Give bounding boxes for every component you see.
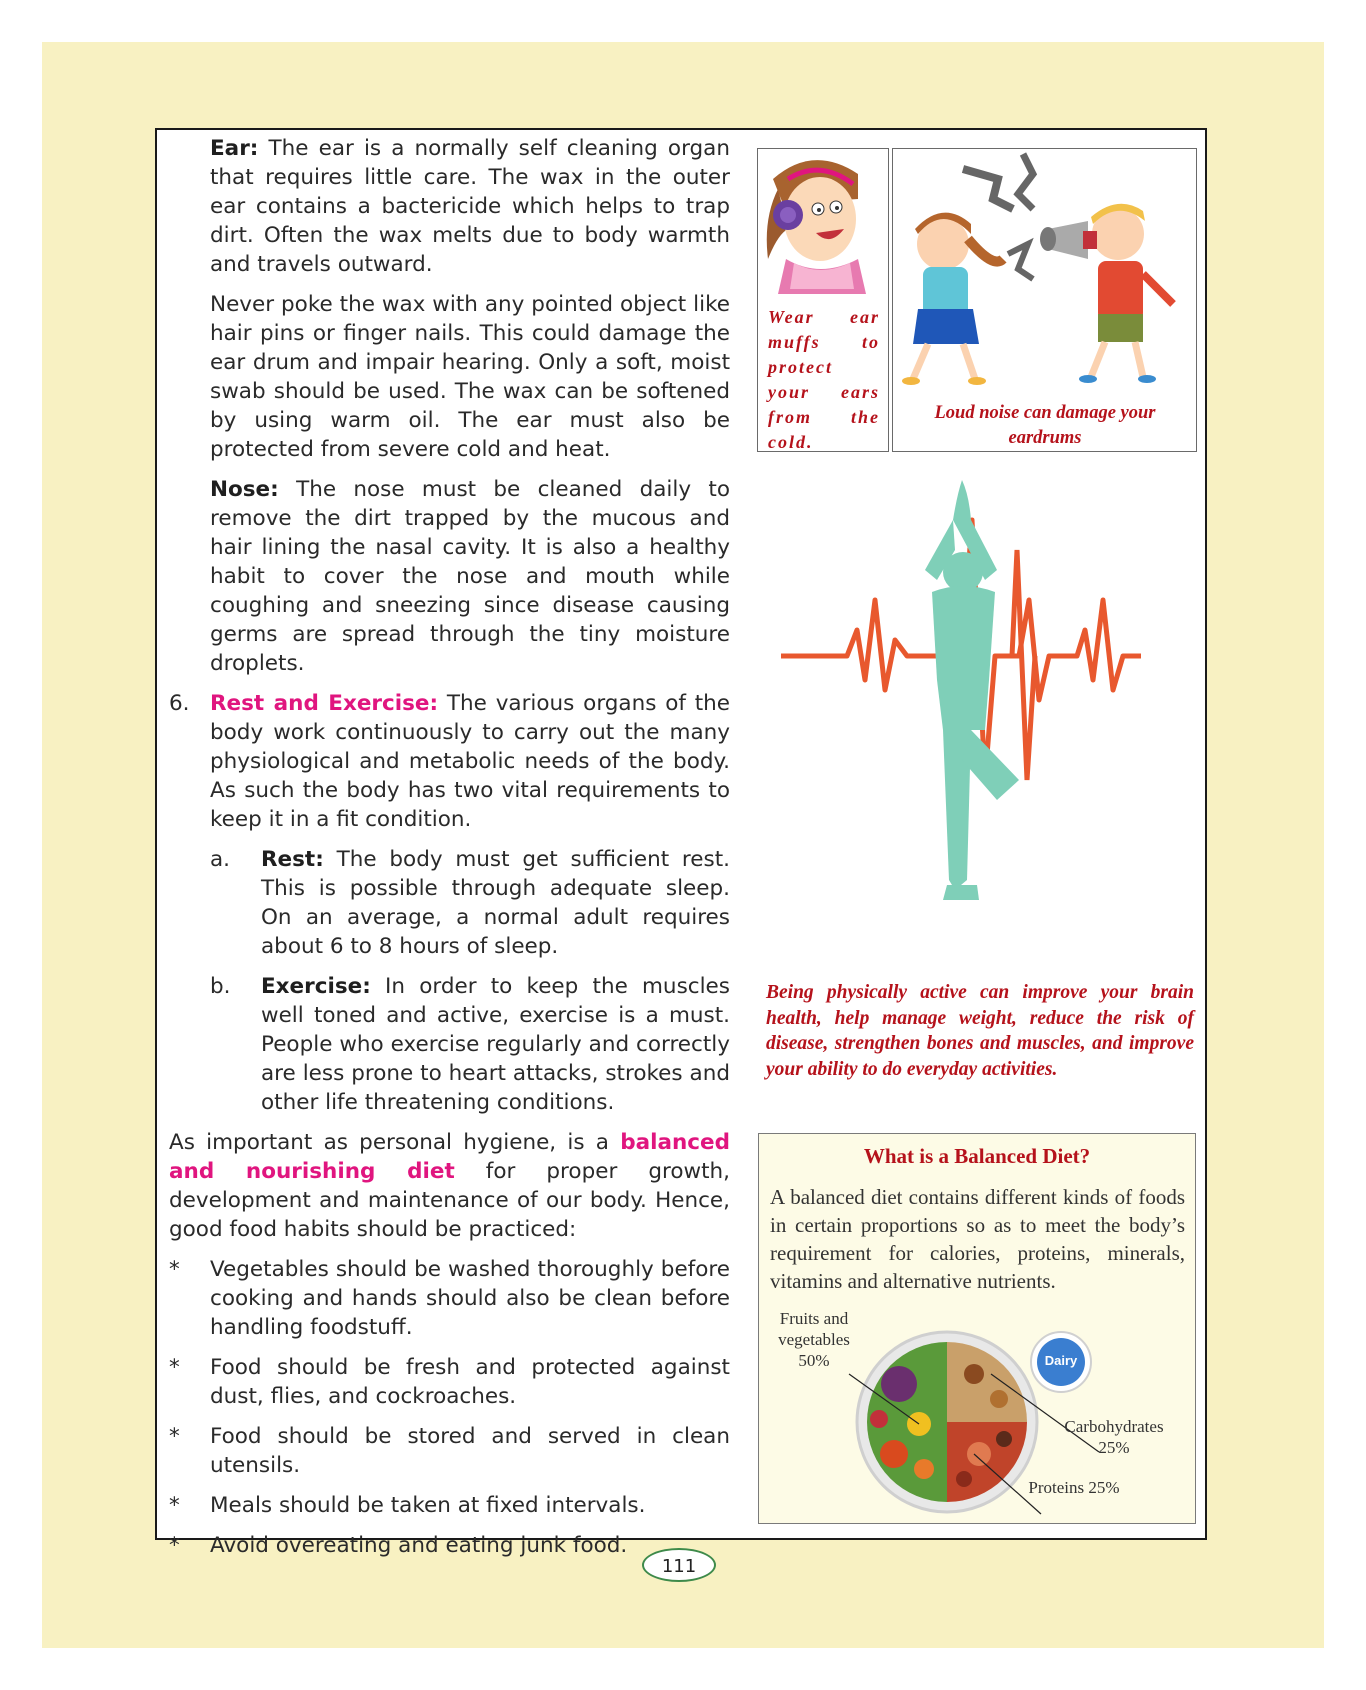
list-item xyxy=(169,1422,730,1480)
list-marker: b. xyxy=(210,974,231,999)
balanced-diet-text: A balanced diet contains different kinds of foods in certain proportions so as to meet the body’s requirement for calories, proteins, minerals, vitamins and alternative nutrients. xyxy=(770,1185,1185,1293)
bullet-text: Food should be fresh and protected against dust, flies, and cockroaches. xyxy=(210,1355,730,1409)
proteins-label: Proteins 25% xyxy=(1028,1478,1120,1497)
rest-term: Rest: xyxy=(261,847,324,872)
rest-exercise-item xyxy=(169,689,730,834)
rest-exercise-heading: Rest and Exercise: xyxy=(210,691,439,716)
bullet-marker: * xyxy=(169,1355,180,1380)
yoga-heartbeat-illustration xyxy=(757,480,1197,940)
girl-earmuffs-illustration xyxy=(758,149,888,299)
activity-caption: Being physically active can improve your brain health, help manage weight, reduce the risk of disease, strengthen bones and muscles, and improve your ability to do everyday activities. xyxy=(766,982,1194,1080)
carbs-label-line: 25% xyxy=(1098,1438,1130,1457)
list-item xyxy=(169,1255,730,1342)
left-column xyxy=(169,134,730,1571)
heartbeat-spike xyxy=(1012,550,1035,780)
list-number: 6. xyxy=(169,691,190,716)
content-frame xyxy=(155,128,1207,1558)
list-marker: a. xyxy=(210,847,231,872)
bullet-text: Vegetables should be washed thoroughly before cooking and hands should also be clean before handling foodstuff. xyxy=(210,1257,730,1340)
rest-exercise-text: The various organs of the body work continuously to carry out the many physiological and metabolic needs of the body. As such the body has two vital requirements to keep it in a fit condition. xyxy=(210,691,731,832)
bullet-text: Avoid overeating and eating junk food. xyxy=(210,1533,628,1558)
ear-paragraph xyxy=(169,134,730,279)
bullet-marker: * xyxy=(169,1493,180,1518)
nose-text: The nose must be cleaned daily to remove the dirt trapped by the mucous and hair lining the nasal cavity. It is also a healthy habit to cover the nose and mouth while coughing and sneezing since disease causing germs are spread through the tiny moisture droplets. xyxy=(210,477,730,676)
exercise-item xyxy=(169,972,730,1117)
nose-term: Nose: xyxy=(210,477,279,502)
nose-paragraph xyxy=(169,475,730,678)
carbs-label-line: Carbohydrates xyxy=(1064,1417,1164,1436)
fruits-label-line: Fruits and xyxy=(779,1309,849,1328)
loud-noise-figure xyxy=(892,148,1197,452)
balanced-diet-title: What is a Balanced Diet? xyxy=(863,1144,1091,1168)
bullet-marker: * xyxy=(169,1533,180,1558)
ear-text: The ear is a normally self cleaning organ that requires little care. The wax in the outer ear contains a bactericide which helps to trap dirt. Often the wax melts due to body warmth and travels outward. xyxy=(210,136,730,277)
rest-text: The body must get sufficient rest. This is possible through adequate sleep. On an average, a normal adult requires about 6 to 8 hours of sleep. xyxy=(261,847,730,959)
fruits-label-line: vegetables xyxy=(778,1330,850,1349)
loud-noise-illustration xyxy=(893,149,1193,394)
ear-wax-paragraph: Never poke the wax with any pointed object like hair pins or finger nails. This could damage the ear drum and impair hearing. Only a soft, moist swab should be used. The wax can be softened by using warm oil. The ear must also be protected from severe cold and heat. xyxy=(210,292,730,462)
ear-muffs-figure xyxy=(757,148,889,452)
diet-intro-after: for proper growth, development and maintenance of our body. Hence, good food habits should be practiced: xyxy=(169,1159,730,1242)
list-item xyxy=(169,1491,730,1520)
rest-item xyxy=(169,845,730,961)
ear-term: Ear: xyxy=(210,136,259,161)
page-number: 111 xyxy=(642,1548,716,1582)
bullet-text: Meals should be taken at fixed intervals. xyxy=(210,1493,646,1518)
carbs-label xyxy=(1039,1416,1189,1458)
balanced-diet-box xyxy=(758,1133,1196,1524)
ear-muffs-caption: Wear ear muffs to protect your ears from the cold. xyxy=(768,307,880,452)
fruits-label-line: 50% xyxy=(798,1351,830,1370)
diet-intro-paragraph xyxy=(169,1128,730,1244)
loud-noise-caption: Loud noise can damage your eardrums xyxy=(934,403,1156,448)
diet-intro-before: As important as personal hygiene, is a xyxy=(169,1130,609,1155)
exercise-term: Exercise: xyxy=(261,974,371,999)
bullet-marker: * xyxy=(169,1424,180,1449)
dairy-label: Dairy xyxy=(1044,1353,1078,1368)
yoga-figure xyxy=(925,480,1019,900)
diet-highlight: balanced and nourishing diet xyxy=(169,1130,730,1184)
exercise-text: In order to keep the muscles well toned and active, exercise is a must. People who exercise regularly and correctly are less prone to heart attacks, strokes and other life threatening conditions. xyxy=(261,974,730,1115)
bullet-marker: * xyxy=(169,1257,180,1282)
list-item xyxy=(169,1353,730,1411)
bullet-text: Food should be stored and served in clean utensils. xyxy=(210,1424,730,1478)
